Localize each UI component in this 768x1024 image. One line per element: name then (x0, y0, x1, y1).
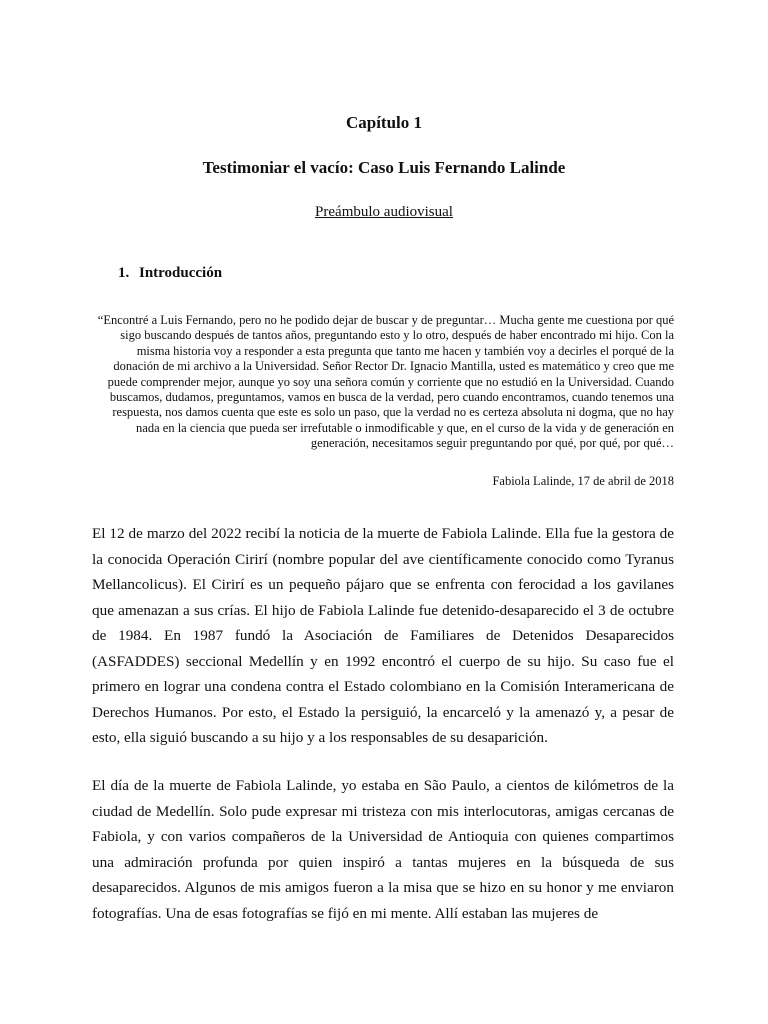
chapter-subtitle: Preámbulo audiovisual (315, 204, 453, 220)
chapter-heading: Capítulo 1 (345, 113, 423, 132)
epigraph-attribution: Fabiola Lalinde, 17 de abril de 2018 (492, 474, 674, 488)
section-title: Introducción (139, 265, 223, 281)
body-paragraph-2: El día de la muerte de Fabiola Lalinde, yo estaba en São Paulo, a cientos de kilómetros de la ciudad de Medellín. Solo pude expresar mi tristeza con mis interlocutoras, amigas cercanas de Fabiola, y con varios compañeros de la Universidad de Antioquia con quienes compartimos una admiración profunda por quien inspiró a tantas mujeres en la búsqueda de sus desaparecidos. Algunos de mis amigos fueron a la misa que se hizo en su honor y me enviaron fotografías. Una de esas fotografías se fijó en mi mente. Allí estaban las mujeres de (92, 777, 674, 922)
section-heading (118, 265, 222, 282)
body-paragraph-1: El 12 de marzo del 2022 recibí la noticia de la muerte de Fabiola Lalinde. Ella fue la gestora de la conocida Operación Cirirí (nombre popular del ave científicamente conocido como Tyranus Mellancolicus). El Cirirí es un pequeño pájaro que se enfrenta con ferocidad a los gavilanes que amenazan a sus crías. El hijo de Fabiola Lalinde fue detenido-desaparecido el 3 de octubre de 1984. En 1987 fundó la Asociación de Familiares de Detenidos Desaparecidos (ASFADDES) seccional Medellín y en 1992 encontró el cuerpo de su hijo. Su caso fue el primero en lograr una condena contra el Estado colombiano en la Comisión Interamericana de Derechos Humanos. Por esto, el Estado la persiguió, la encarceló y la amenazó y, a pesar de esto, ella siguió buscando a su hijo y a los responsables de su desaparición. (92, 525, 674, 746)
section-number: 1. (118, 265, 130, 281)
epigraph-quote: “Encontré a Luis Fernando, pero no he podido dejar de buscar y de preguntar… Mucha gente me cuestiona por qué sigo buscando después de tantos años, preguntando esto y lo otro, después de haber encontrado mi hijo. Con la misma historia voy a responder a esta pregunta que tanto me hacen y también voy a decirles el porqué de la donación de mi archivo a la Universidad. Señor Rector Dr. Ignacio Mantilla, usted es matemático y creo que me puede comprender mejor, aunque yo soy una señora común y corriente que no estudió en la Universidad. Cuando buscamos, dudamos, preguntamos, vamos en busca de la verdad, pero cuando encontramos, cuando tenemos una respuesta, nos damos cuenta que este es solo un paso, que la verdad no es certeza absoluta ni dogma, que no hay nada en la ciencia que pueda ser irrefutable o inmodificable y que, en el curso de la vida y de generación en generación, necesitamos seguir preguntando por qué, por qué, por qué… (97, 313, 674, 451)
chapter-title: Testimoniar el vacío: Caso Luis Fernando Lalinde (202, 158, 566, 177)
